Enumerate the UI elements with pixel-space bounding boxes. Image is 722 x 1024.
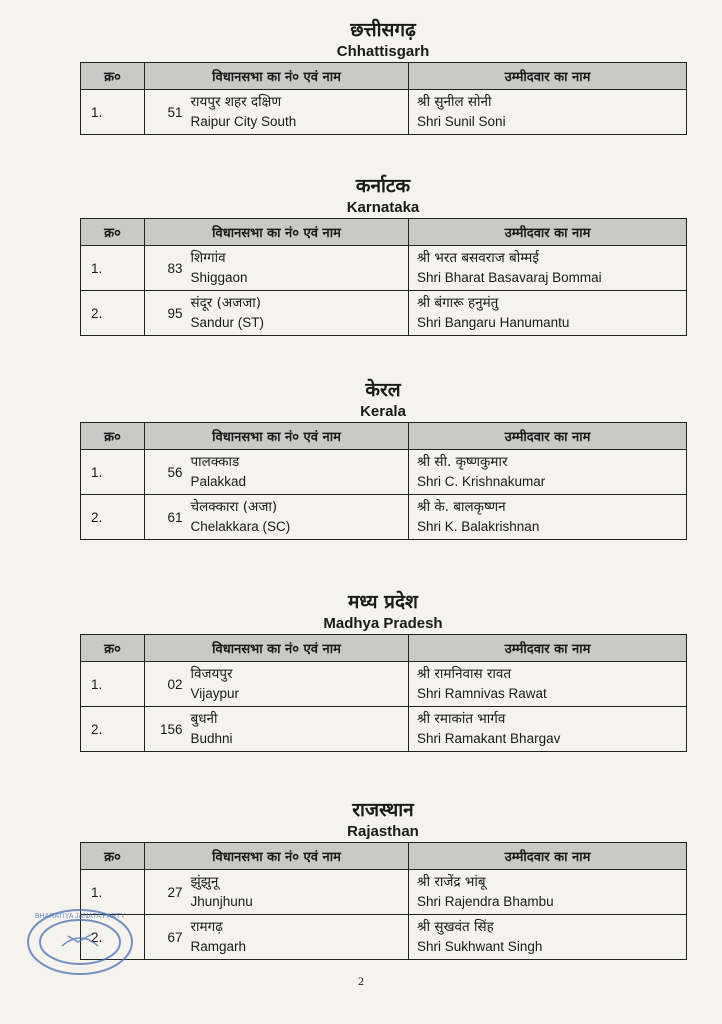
- candidate-name-english: Shri K. Balakrishnan: [417, 519, 540, 534]
- candidate-name-hindi: श्री रामनिवास रावत: [417, 666, 512, 682]
- serial-cell: 2.: [81, 915, 145, 960]
- table-row: [81, 450, 687, 495]
- candidate-table: [80, 634, 687, 752]
- table-row: [81, 662, 687, 707]
- constituency-name-cell: [187, 662, 409, 707]
- serial-cell: 1.: [81, 90, 145, 135]
- constituency-name-english: Budhni: [190, 731, 233, 746]
- constituency-name-cell: [187, 450, 409, 495]
- constituency-name-english: Vijaypur: [190, 686, 240, 701]
- candidate-name-english: Shri Bharat Basavaraj Bommai: [417, 270, 602, 285]
- header-candidate: उम्मीदवार का नाम: [409, 843, 687, 870]
- constituency-name-hindi: रामगढ़: [190, 919, 223, 935]
- constituency-number: 27: [145, 870, 187, 915]
- header-constituency: विधानसभा का नं० एवं नाम: [145, 423, 409, 450]
- table-header-row: [81, 635, 687, 662]
- candidate-name-hindi: श्री भरत बसवराज बोम्मई: [417, 250, 539, 266]
- state-section-rajasthan: [80, 798, 686, 960]
- state-section-karnataka: [80, 174, 686, 336]
- constituency-name-english: Raipur City South: [190, 114, 297, 129]
- candidate-name-hindi: श्री के. बालकृष्णन: [417, 499, 506, 515]
- table-row: [81, 90, 687, 135]
- candidate-name-hindi: श्री सुनील सोनी: [417, 94, 492, 110]
- party-seal-stamp-icon: [24, 906, 136, 978]
- candidate-table: [80, 422, 687, 540]
- header-constituency: विधानसभा का नं० एवं नाम: [145, 635, 409, 662]
- state-title-english: Madhya Pradesh: [323, 615, 443, 632]
- header-serial: क्र०: [81, 843, 145, 870]
- state-title-hindi: कर्नाटक: [355, 175, 411, 197]
- candidate-name-cell: [409, 662, 687, 707]
- serial-cell: 2.: [81, 707, 145, 752]
- candidate-name-english: Shri Ramakant Bhargav: [417, 731, 561, 746]
- table-row: [81, 291, 687, 336]
- constituency-number: 61: [145, 495, 187, 540]
- header-constituency: विधानसभा का नं० एवं नाम: [145, 63, 409, 90]
- candidate-table: [80, 842, 687, 960]
- state-title-hindi: छत्तीसगढ़: [350, 19, 416, 41]
- header-candidate: उम्मीदवार का नाम: [409, 219, 687, 246]
- candidate-name-english: Shri Rajendra Bhambu: [417, 894, 554, 909]
- candidate-name-cell: [409, 915, 687, 960]
- table-header-row: [81, 843, 687, 870]
- constituency-name-english: Ramgarh: [190, 939, 247, 954]
- state-title-hindi: राजस्थान: [352, 799, 414, 821]
- constituency-number: 95: [145, 291, 187, 336]
- table-header-row: [81, 219, 687, 246]
- candidate-name-english: Shri Ramnivas Rawat: [417, 686, 547, 701]
- constituency-name-english: Palakkad: [190, 474, 247, 489]
- candidate-name-english: Shri Sunil Soni: [417, 114, 506, 129]
- header-candidate: उम्मीदवार का नाम: [409, 63, 687, 90]
- constituency-name-hindi: झुंझुनू: [190, 874, 219, 890]
- constituency-name-hindi: संदूर (अजजा): [190, 295, 261, 311]
- constituency-number: 02: [145, 662, 187, 707]
- serial-cell: 1.: [81, 450, 145, 495]
- constituency-name-cell: [187, 870, 409, 915]
- table-row: [81, 495, 687, 540]
- serial-cell: 2.: [81, 291, 145, 336]
- header-serial: क्र०: [81, 423, 145, 450]
- candidate-name-english: Shri Bangaru Hanumantu: [417, 315, 570, 330]
- state-title-hindi: केरल: [365, 379, 401, 401]
- constituency-name-cell: [187, 495, 409, 540]
- header-serial: क्र०: [81, 635, 145, 662]
- candidate-name-hindi: श्री सी. कृष्णकुमार: [417, 454, 508, 470]
- constituency-name-cell: [187, 246, 409, 291]
- candidate-name-english: Shri Sukhwant Singh: [417, 939, 543, 954]
- state-section-kerala: [80, 378, 686, 540]
- serial-cell: 1.: [81, 662, 145, 707]
- constituency-name-english: Jhunjhunu: [190, 894, 253, 909]
- table-row: [81, 870, 687, 915]
- constituency-number: 56: [145, 450, 187, 495]
- constituency-name-hindi: चेलक्कारा (अजा): [190, 499, 278, 515]
- table-row: [81, 915, 687, 960]
- constituency-name-cell: [187, 90, 409, 135]
- candidate-name-hindi: श्री राजेंद्र भांबू: [417, 874, 486, 890]
- constituency-number: 51: [145, 90, 187, 135]
- constituency-name-hindi: बुधनी: [190, 711, 218, 727]
- header-constituency: विधानसभा का नं० एवं नाम: [145, 843, 409, 870]
- candidate-name-hindi: श्री सुखवंत सिंह: [417, 919, 494, 935]
- constituency-name-hindi: पालक्काड: [190, 454, 240, 470]
- state-section-madhya-pradesh: [80, 590, 686, 752]
- page-number: 2: [358, 974, 364, 988]
- state-section-chhattisgarh: [80, 18, 686, 135]
- candidate-table: [80, 218, 687, 336]
- constituency-name-cell: [187, 707, 409, 752]
- state-title-english: Karnataka: [346, 199, 420, 216]
- candidate-name-hindi: श्री रमाकांत भार्गव: [417, 711, 506, 727]
- serial-cell: 1.: [81, 246, 145, 291]
- state-title-english: Rajasthan: [347, 823, 419, 840]
- table-header-row: [81, 63, 687, 90]
- table-row: [81, 707, 687, 752]
- candidate-name-cell: [409, 246, 687, 291]
- candidate-name-hindi: श्री बंगारू हनुमंतु: [417, 295, 499, 311]
- table-header-row: [81, 423, 687, 450]
- candidate-name-cell: [409, 707, 687, 752]
- svg-text:BHARATIYA JANATA PARTY: BHARATIYA JANATA PARTY: [34, 913, 126, 920]
- serial-cell: 2.: [81, 495, 145, 540]
- header-constituency: विधानसभा का नं० एवं नाम: [145, 219, 409, 246]
- constituency-name-english: Chelakkara (SC): [190, 519, 291, 534]
- header-candidate: उम्मीदवार का नाम: [409, 423, 687, 450]
- candidate-name-cell: [409, 291, 687, 336]
- candidate-name-cell: [409, 495, 687, 540]
- state-title-english: Kerala: [360, 403, 406, 420]
- header-serial: क्र०: [81, 219, 145, 246]
- constituency-name-hindi: विजयपुर: [190, 666, 233, 682]
- constituency-name-english: Shiggaon: [190, 270, 248, 285]
- candidate-name-english: Shri C. Krishnakumar: [417, 474, 546, 489]
- table-row: [81, 246, 687, 291]
- candidate-name-cell: [409, 870, 687, 915]
- constituency-name-cell: [187, 291, 409, 336]
- candidate-name-cell: [409, 450, 687, 495]
- candidate-name-cell: [409, 90, 687, 135]
- constituency-number: 67: [145, 915, 187, 960]
- state-title-hindi: मध्य प्रदेश: [348, 591, 418, 613]
- header-serial: क्र०: [81, 63, 145, 90]
- constituency-name-english: Sandur (ST): [190, 315, 265, 330]
- serial-cell: 1.: [81, 870, 145, 915]
- constituency-name-cell: [187, 915, 409, 960]
- state-title-english: Chhattisgarh: [336, 43, 430, 60]
- header-candidate: उम्मीदवार का नाम: [409, 635, 687, 662]
- candidate-table: [80, 62, 687, 135]
- constituency-number: 83: [145, 246, 187, 291]
- constituency-name-hindi: रायपुर शहर दक्षिण: [190, 94, 282, 110]
- constituency-number: 156: [145, 707, 187, 752]
- constituency-name-hindi: शिग्गांव: [190, 250, 226, 266]
